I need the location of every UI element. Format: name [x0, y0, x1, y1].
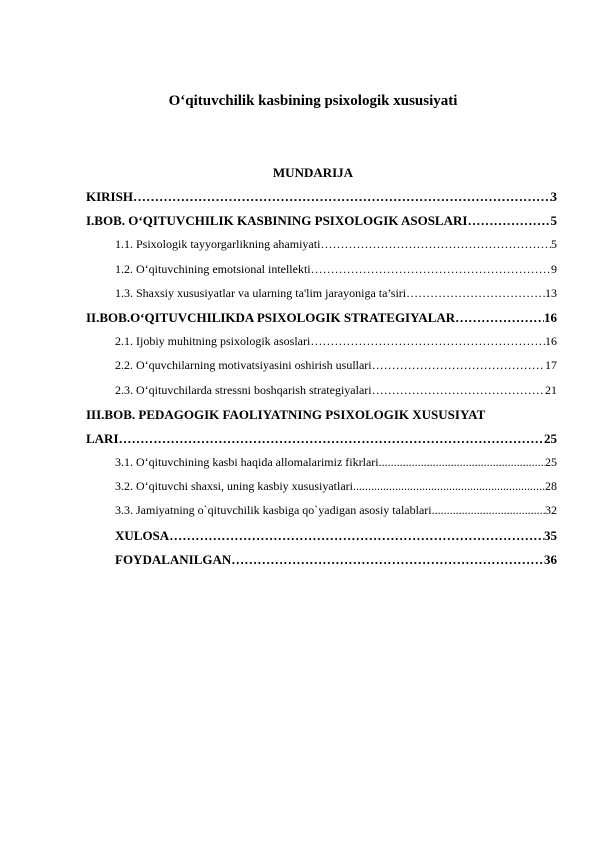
- toc-entry-text: II.BOB.O‘QITUVCHILIKDA PSIXOLOGIK STRATEGIYALAR: [86, 309, 456, 325]
- toc-entry-2-3: [86, 380, 557, 404]
- toc-entry-chapter-1: [86, 210, 557, 234]
- toc-entry-page: 17: [545, 358, 557, 373]
- toc-entry-page: 16: [544, 309, 557, 325]
- toc-entry-kirish: [86, 186, 557, 210]
- dot-leader: [169, 525, 544, 546]
- toc-entry-text: XULOSA: [115, 527, 170, 543]
- document-title: O‘qituvchilik kasbining psixologik xususiyati: [168, 93, 458, 109]
- toc-entry-page: 9: [551, 261, 557, 276]
- toc-entry-text: 1.2. O‘qituvchining emotsional intellekti: [115, 261, 311, 276]
- toc-entry-text: 1.1. Psixologik tayyorgarlikning ahamiyati: [115, 237, 321, 252]
- dot-leader: [119, 428, 544, 449]
- dot-leader: [231, 549, 544, 570]
- toc-entry-2-1: [86, 331, 557, 355]
- dot-leader: [310, 331, 545, 352]
- toc-heading: MUNDARIJA: [272, 165, 354, 180]
- toc-entry-page: 5: [551, 237, 557, 252]
- dot-leader: [455, 307, 544, 328]
- toc-entry-text: 3.1. O‘qituvchining kasbi haqida allomalarimiz fikrlari: [115, 455, 379, 470]
- toc-entry-chapter-3: [86, 428, 557, 452]
- toc-entry-1-3: [86, 283, 557, 307]
- toc-entry-text: 2.2. O‘quvchilarning motivatsiyasini oshirish usullari: [115, 358, 372, 373]
- toc-entry-text: 1.3. Shaxsiy xususiyatlar va ularning ta'lim jarayoniga ta’siri: [115, 285, 407, 300]
- dot-leader: [406, 283, 545, 304]
- toc-entry-page: 16: [545, 334, 557, 349]
- toc-entry-text: FOYDALANILGAN: [115, 551, 232, 567]
- dot-leader: [311, 259, 551, 280]
- toc-entry-text: I.BOB. O‘QITUVCHILIK KASBINING PSIXOLOGIK ASOSLARI: [86, 213, 468, 229]
- dot-leader: [133, 186, 551, 207]
- toc-entry-page: 32: [545, 503, 557, 518]
- toc-entry-3-3: [86, 500, 557, 524]
- dot-leader: [432, 500, 545, 521]
- toc-entry-foydalanilgan: [86, 549, 557, 573]
- toc-entry-chapter-3-head: [86, 404, 557, 428]
- dot-leader: [353, 476, 545, 497]
- toc-entry-page: 3: [550, 189, 557, 204]
- toc-entry-3-2: [86, 476, 557, 500]
- toc-entry-text: 3.3. Jamiyatning o`qituvchilik kasbiga qo`yadigan asosiy talablari: [115, 503, 432, 518]
- toc-entry-page: 25: [545, 455, 557, 470]
- toc-entry-page: 25: [544, 430, 557, 446]
- toc-entry-xulosa: [86, 525, 557, 549]
- dot-leader: [467, 210, 550, 231]
- toc-entry-text: 3.2. O‘qituvchi shaxsi, uning kasbiy xususiyatlari: [115, 479, 353, 494]
- toc-entry-chapter-2: [86, 307, 557, 331]
- toc-entry-text: 2.3. O‘qituvchilarda stressni boshqarish strategiyalari: [115, 382, 372, 397]
- toc-entry-text: KIRISH: [86, 189, 133, 204]
- toc-entry-page: 21: [545, 382, 557, 397]
- dot-leader: [379, 452, 545, 473]
- dot-leader: [372, 355, 545, 376]
- toc-entry-2-2: [86, 355, 557, 379]
- dot-leader: [372, 380, 545, 401]
- toc-entry-text: III.BOB. PEDAGOGIK FAOLIYATNING PSIXOLOGIK XUSUSIYAT: [86, 406, 486, 422]
- toc-entry-3-1: [86, 452, 557, 476]
- toc-entry-page: 13: [545, 285, 557, 300]
- toc-entry-page: 36: [544, 551, 557, 567]
- dot-leader: [320, 234, 551, 255]
- toc-entry-1-2: [86, 259, 557, 283]
- table-of-contents: [86, 186, 557, 573]
- toc-entry-page: 5: [550, 213, 557, 229]
- toc-entry-page: 28: [545, 479, 557, 494]
- toc-entry-page: 35: [544, 527, 557, 543]
- toc-entry-text: LARI: [86, 430, 119, 446]
- toc-entry-text: 2.1. Ijobiy muhitning psixologik asoslari: [115, 334, 311, 349]
- toc-entry-1-1: [86, 234, 557, 258]
